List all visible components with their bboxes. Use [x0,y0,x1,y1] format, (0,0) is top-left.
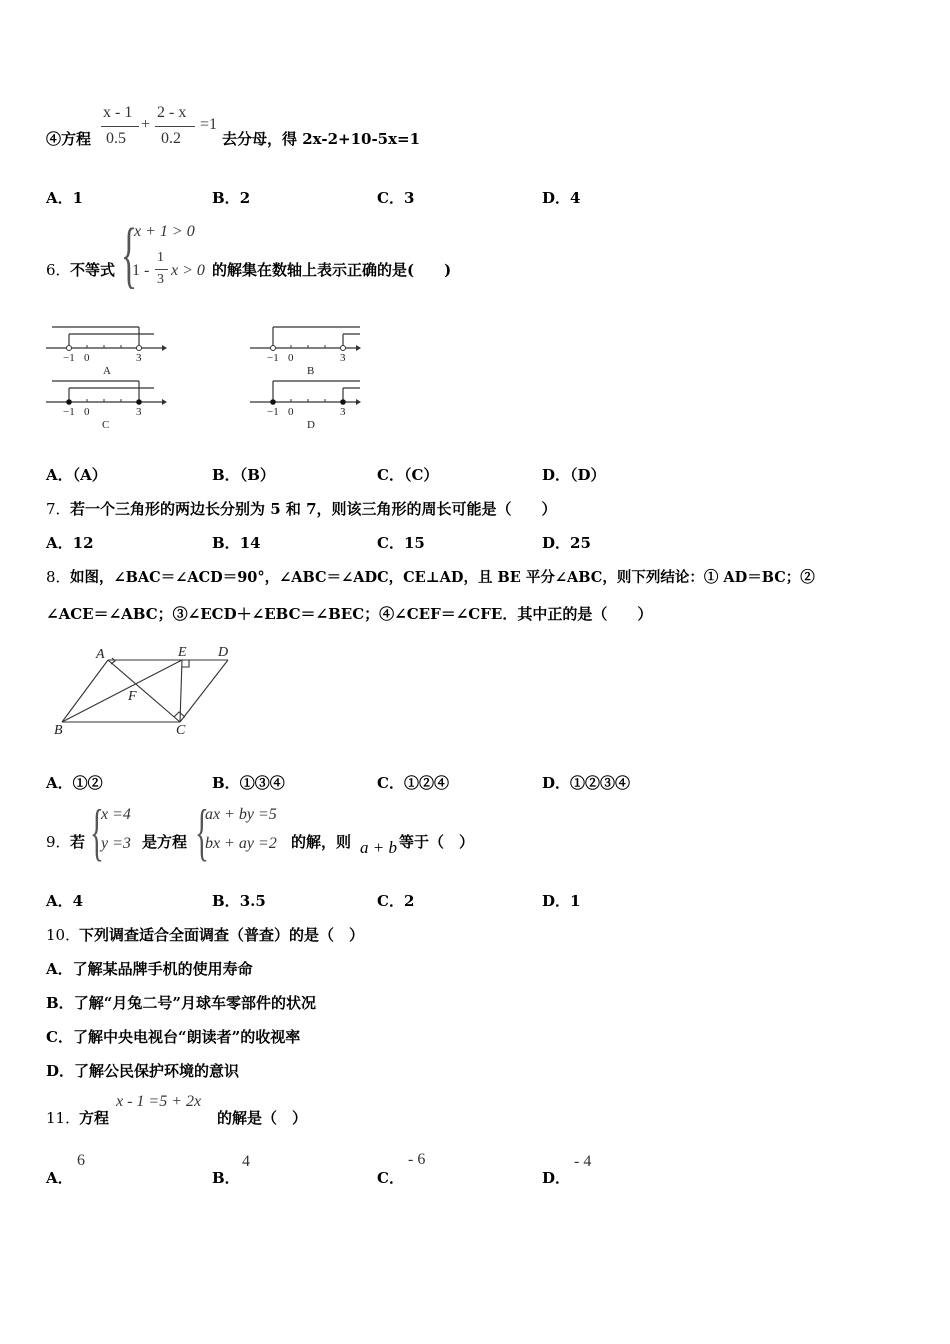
panel-d [250,381,361,431]
q9-prefix: 若 [70,833,86,851]
label-b: B [54,723,63,738]
tick-0: 0 [288,406,294,418]
q6-ineq1: x + 1 > 0 [134,223,195,240]
q11-suffix: 的解是（ ） [217,1109,308,1127]
q10-choice-c[interactable]: C．了解中央电视台“朗读者”的收视率 [46,1028,301,1046]
q10-choice-d[interactable]: D．了解公民保护环境的意识 [46,1062,240,1080]
q6-brace: { [121,214,137,296]
q6-frac-bar [155,269,168,270]
option-c[interactable]: C．3 [377,189,415,207]
q9-number: 9． [46,833,71,851]
option-d[interactable]: D．1 [542,892,581,910]
label-e: E [178,645,187,660]
frac1-denominator: 0.5 [106,130,126,147]
q8-number: 8． [46,568,71,586]
option-c-label[interactable]: C． [377,1169,404,1187]
plus-sign: + [141,116,151,133]
q9-sys1-a: x =4 [101,806,131,823]
q7-stem: 若一个三角形的两边长分别为 5 和 7，则该三角形的周长可能是（ ） [70,500,557,518]
q10-choice-a[interactable]: A．了解某品牌手机的使用寿命 [46,960,253,978]
tick-0: 0 [84,406,90,418]
q8-line2: ∠ACE＝∠ABC；③∠ECD＋∠EBC＝∠BEC；④∠CEF＝∠CFE．其中正的是（ ） [46,605,653,623]
option-c[interactable]: C．2 [377,892,415,910]
q8-geometry-figure [48,640,238,740]
option-b[interactable]: B．2 [212,189,251,207]
tick-neg1: −1 [63,406,75,418]
q6-ineq2-den: 3 [157,272,164,287]
label-f: F [128,689,137,704]
option-d[interactable]: D．①②③④ [542,774,631,792]
option-b[interactable]: B．（B） [212,466,275,484]
panel-b [250,327,361,377]
tick-0: 0 [288,352,294,364]
option-d[interactable]: D．（D） [542,466,606,484]
q6-prefix: 不等式 [70,261,116,279]
option-a-label[interactable]: A． [46,1169,73,1187]
tick-3: 3 [136,406,142,418]
q10-stem: 下列调查适合全面调查（普查）的是（ ） [79,926,365,944]
option-d-label[interactable]: D． [542,1169,571,1187]
q9-sys1-b: y =3 [101,835,131,852]
option-d[interactable]: D．4 [542,189,581,207]
tick-neg1: −1 [267,406,279,418]
option-b[interactable]: B．14 [212,534,261,552]
panel-label-b: B [307,365,315,377]
item4-suffix: 去分母，得 2x-2+10-5x=1 [222,130,421,148]
frac2-bar [155,126,195,127]
tick-0: 0 [84,352,90,364]
option-c[interactable]: C．①②④ [377,774,449,792]
q6-number-line-figure [44,324,364,432]
q7-number: 7． [46,500,71,518]
frac1-bar [101,126,139,127]
frac1-numerator: x - 1 [103,104,133,121]
q11-number: 11． [46,1109,81,1127]
tick-neg1: −1 [63,352,75,364]
q6-ineq2-post: x > 0 [171,262,205,279]
option-a[interactable]: A．1 [46,189,84,207]
option-a[interactable]: A．12 [46,534,94,552]
option-b-value: 4 [242,1153,250,1170]
q6-ineq2-pre: 1 - [132,262,150,279]
q9-mid: 是方程 [142,833,188,851]
panel-label-a: A [103,365,111,377]
option-b[interactable]: B．①③④ [212,774,285,792]
option-b-label[interactable]: B． [212,1169,240,1187]
label-c: C [176,723,186,738]
q10-number: 10． [46,926,81,944]
equals-one: =1 [200,116,218,133]
q11-prefix: 方程 [79,1109,110,1127]
option-a[interactable]: A．（A） [46,466,107,484]
q9-expr: a + b [360,838,397,857]
q10-choice-b[interactable]: B．了解“月兔二号”月球车零部件的状况 [46,994,316,1012]
item4-prefix: ④方程 [46,130,92,148]
panel-label-c: C [102,419,110,431]
q6-ineq2-num: 1 [157,250,164,265]
tick-3: 3 [340,406,346,418]
tick-3: 3 [340,352,346,364]
panel-label-d: D [307,419,315,431]
q9-brace-1: { [90,796,104,867]
option-a-value: 6 [77,1152,85,1169]
option-c[interactable]: C．15 [377,534,425,552]
q9-suffix: 等于（ ） [399,833,475,851]
tick-3: 3 [136,352,142,364]
panel-a [46,327,167,377]
option-b[interactable]: B．3.5 [212,892,266,910]
label-d: D [218,645,229,660]
option-d-value: - 4 [574,1153,592,1170]
option-c-value: - 6 [408,1151,426,1168]
frac2-numerator: 2 - x [157,104,187,121]
q9-sys2-b: bx + ay =2 [205,835,277,852]
q6-number: 6． [46,261,71,279]
option-a[interactable]: A．①② [46,774,103,792]
option-c[interactable]: C．（C） [377,466,439,484]
q9-brace-2: { [195,796,209,867]
q9-mid2: 的解，则 [291,833,352,851]
label-a: A [96,647,105,662]
q11-equation: x - 1 =5 + 2x [116,1093,202,1110]
option-d[interactable]: D．25 [542,534,591,552]
panel-c [46,381,167,431]
q6-suffix: 的解集在数轴上表示正确的是( ) [212,261,452,279]
tick-neg1: −1 [267,352,279,364]
frac2-denominator: 0.2 [161,130,181,147]
option-a[interactable]: A．4 [46,892,84,910]
q9-sys2-a: ax + by =5 [205,806,277,823]
q8-line1: 如图，∠BAC＝∠ACD＝90°，∠ABC＝∠ADC，CE⊥AD，且 BE 平分∠ABC，则下列结论：① AD＝BC；② [70,569,815,586]
